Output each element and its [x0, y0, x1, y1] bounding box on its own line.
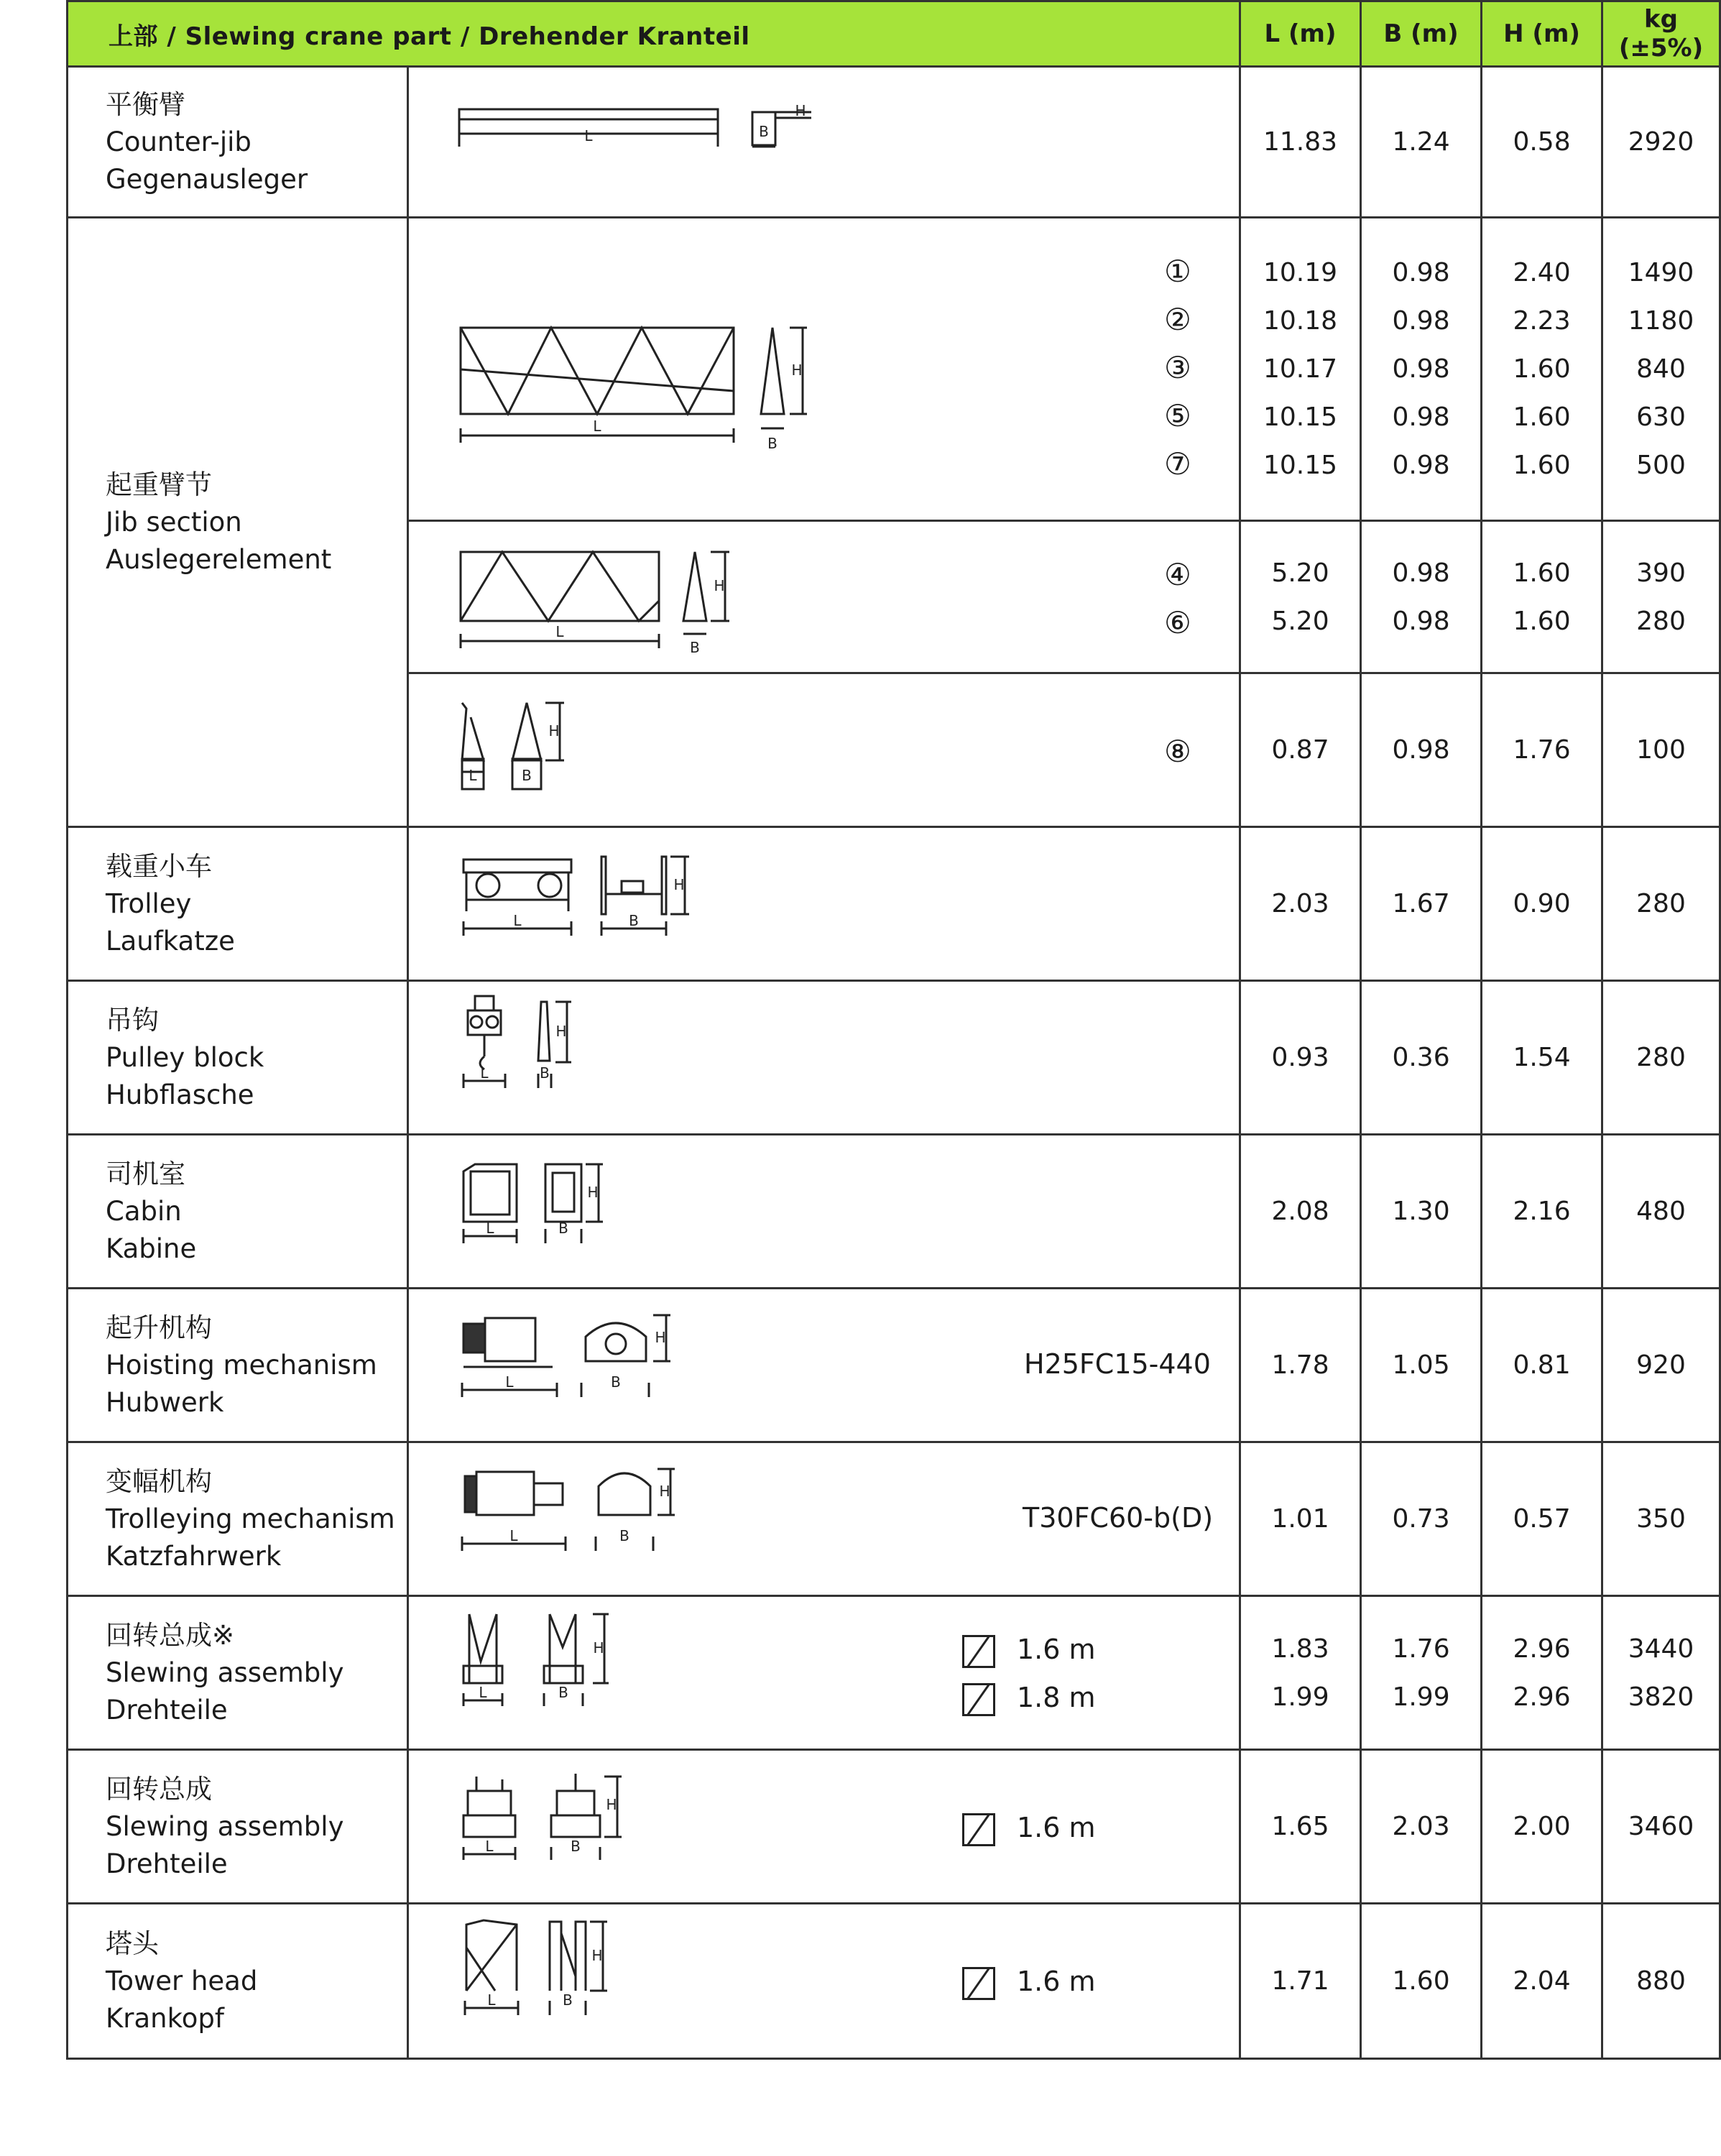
- svg-text:L: L: [593, 418, 601, 435]
- cell-l: 1.71: [1240, 1904, 1361, 2059]
- svg-text:L: L: [480, 1064, 489, 1082]
- svg-text:B: B: [759, 123, 769, 140]
- svg-text:H: H: [548, 722, 560, 740]
- svg-text:L: L: [469, 767, 477, 784]
- cell-l: 1.65: [1240, 1750, 1361, 1904]
- cell-l: 1.83 1.99: [1240, 1596, 1361, 1750]
- svg-text:B: B: [540, 1064, 550, 1082]
- header-row: [68, 1, 1720, 67]
- cell-kg: 390 280: [1602, 521, 1720, 673]
- cell-b: 2.03: [1361, 1750, 1482, 1904]
- svg-text:H: H: [606, 1796, 617, 1813]
- cell-kg: 920: [1602, 1289, 1720, 1442]
- svg-text:B: B: [522, 767, 532, 784]
- table-row-counter-jib: [68, 67, 1720, 218]
- section-mark-list: ④ ⑥: [1164, 557, 1191, 640]
- section-mark-list: ① ② ③ ⑤ ⑦: [1164, 254, 1191, 482]
- slewing-assembly-2-diagram: [409, 1751, 1241, 1904]
- cell-b: 0.98 0.98: [1361, 521, 1482, 673]
- trolleying-mechanism-drawing: [408, 1442, 1240, 1596]
- svg-text:B: B: [611, 1373, 621, 1391]
- part-name: 司机室 Cabin Kabine: [68, 1135, 408, 1289]
- part-name: 塔头 Tower head Krankopf: [68, 1904, 408, 2059]
- pulley-block-drawing: [408, 981, 1240, 1135]
- cell-h: 0.90: [1482, 827, 1602, 981]
- cell-l: 2.08: [1240, 1135, 1361, 1289]
- cell-h: 2.40 2.23 1.60 1.60 1.60: [1482, 218, 1602, 521]
- cell-h: 2.16: [1482, 1135, 1602, 1289]
- svg-text:L: L: [479, 1684, 487, 1701]
- svg-text:L: L: [513, 912, 522, 929]
- model-code: T30FC60-b(D): [1023, 1502, 1214, 1534]
- slewing-size-list: 1.6 m 1.8 m: [962, 1626, 1096, 1722]
- svg-text:B: B: [558, 1220, 568, 1237]
- cell-h: 2.04: [1482, 1904, 1602, 2059]
- svg-text:B: B: [558, 1684, 568, 1701]
- cell-kg: 880: [1602, 1904, 1720, 2059]
- svg-text:H: H: [587, 1184, 599, 1201]
- svg-text:H: H: [655, 1329, 666, 1346]
- tower-section-icon: [962, 1967, 995, 2000]
- tower-head-diagram: [409, 1904, 1241, 2060]
- table-row-trolleying-mechanism: [68, 1442, 1720, 1596]
- cell-h: 1.60 1.60: [1482, 521, 1602, 673]
- cell-h: 2.00: [1482, 1750, 1602, 1904]
- table-row-hoisting-mechanism: [68, 1289, 1720, 1442]
- svg-text:B: B: [563, 1991, 573, 2009]
- svg-text:L: L: [555, 623, 564, 640]
- cell-h: 1.76: [1482, 673, 1602, 827]
- cell-kg: 3440 3820: [1602, 1596, 1720, 1750]
- svg-text:B: B: [767, 435, 778, 452]
- part-name: 吊钩 Pulley block Hubflasche: [68, 981, 408, 1135]
- svg-text:L: L: [486, 1220, 494, 1237]
- cell-l: 10.19 10.18 10.17 10.15 10.15: [1240, 218, 1361, 521]
- col-header-height: H (m): [1482, 1, 1602, 67]
- svg-text:H: H: [659, 1483, 670, 1500]
- tower-head-drawing: [408, 1904, 1240, 2059]
- tower-head-size: 1.6 m: [962, 1958, 1096, 2006]
- jib-section-b-diagram: [409, 522, 1241, 674]
- part-name: 载重小车 Trolley Laufkatze: [68, 827, 408, 981]
- cell-b: 1.30: [1361, 1135, 1482, 1289]
- cell-l: 0.93: [1240, 981, 1361, 1135]
- col-header-length: L (m): [1240, 1, 1361, 67]
- svg-text:H: H: [714, 577, 725, 594]
- svg-text:L: L: [509, 1527, 518, 1544]
- jib-section-a-diagram: [409, 218, 1241, 522]
- cell-l: 2.03: [1240, 827, 1361, 981]
- cell-kg: 350: [1602, 1442, 1720, 1596]
- svg-text:L: L: [584, 127, 593, 144]
- cell-b: 0.36: [1361, 981, 1482, 1135]
- slewing-assembly-1-drawing: [408, 1596, 1240, 1750]
- svg-text:B: B: [571, 1838, 581, 1855]
- svg-text:H: H: [791, 361, 803, 379]
- svg-text:L: L: [487, 1991, 496, 2009]
- svg-text:H: H: [593, 1639, 604, 1657]
- svg-text:H: H: [673, 876, 685, 893]
- pulley-block-diagram: [409, 982, 1241, 1135]
- table-row-cabin: [68, 1135, 1720, 1289]
- cell-kg: 100: [1602, 673, 1720, 827]
- svg-text:H: H: [591, 1947, 603, 1964]
- svg-text:B: B: [629, 912, 639, 929]
- svg-text:L: L: [485, 1838, 494, 1855]
- cell-h: 0.81: [1482, 1289, 1602, 1442]
- cell-b: 1.67: [1361, 827, 1482, 981]
- cell-kg: 480: [1602, 1135, 1720, 1289]
- cell-l: 1.01: [1240, 1442, 1361, 1596]
- cell-b: 1.60: [1361, 1904, 1482, 2059]
- trolley-diagram: [409, 828, 1241, 982]
- cell-b: 1.76 1.99: [1361, 1596, 1482, 1750]
- cell-kg: 3460: [1602, 1750, 1720, 1904]
- part-name: 变幅机构 Trolleying mechanism Katzfahrwerk: [68, 1442, 408, 1596]
- jib-section-c-drawing: [408, 673, 1240, 827]
- table-row-trolley: [68, 827, 1720, 981]
- col-header-width: B (m): [1361, 1, 1482, 67]
- counter-jib-drawing: [408, 67, 1240, 218]
- svg-text:B: B: [690, 639, 700, 656]
- slewing-assembly-2-drawing: [408, 1750, 1240, 1904]
- svg-text:L: L: [505, 1373, 514, 1391]
- parts-table: [66, 0, 1721, 2060]
- table-row-tower-head: [68, 1904, 1720, 2059]
- table-row-jib-section-a: [68, 218, 1720, 521]
- part-name: 起重臂节 Jib section Auslegerelement: [68, 218, 408, 827]
- counter-jib-diagram: [409, 68, 1241, 218]
- cell-h: 1.54: [1482, 981, 1602, 1135]
- cell-kg: 280: [1602, 827, 1720, 981]
- jib-section-c-diagram: [409, 674, 1241, 828]
- cabin-drawing: [408, 1135, 1240, 1289]
- part-name: 平衡臂 Counter-jib Gegenausleger: [68, 67, 408, 218]
- part-name: 起升机构 Hoisting mechanism Hubwerk: [68, 1289, 408, 1442]
- table-row-slewing-assembly-1: [68, 1596, 1720, 1750]
- tower-section-icon: [962, 1683, 995, 1716]
- svg-text:H: H: [795, 102, 806, 119]
- cell-l: 11.83: [1240, 67, 1361, 218]
- tower-section-icon: [962, 1635, 995, 1668]
- cell-b: 0.98 0.98 0.98 0.98 0.98: [1361, 218, 1482, 521]
- cell-b: 0.73: [1361, 1442, 1482, 1596]
- cell-l: 5.20 5.20: [1240, 521, 1361, 673]
- jib-section-a-drawing: [408, 218, 1240, 521]
- slewing-size: 1.6 m: [962, 1804, 1096, 1852]
- cell-kg: 1490 1180 840 630 500: [1602, 218, 1720, 521]
- tower-section-icon: [962, 1813, 995, 1846]
- cell-b: 0.98: [1361, 673, 1482, 827]
- slewing-assembly-1-diagram: [409, 1597, 1241, 1751]
- cell-h: 0.57: [1482, 1442, 1602, 1596]
- hoisting-mechanism-drawing: [408, 1289, 1240, 1442]
- cell-h: 0.58: [1482, 67, 1602, 218]
- part-name: 回转总成 Slewing assembly Drehteile: [68, 1750, 408, 1904]
- cell-b: 1.24: [1361, 67, 1482, 218]
- cell-l: 1.78: [1240, 1289, 1361, 1442]
- table-row-pulley-block: [68, 981, 1720, 1135]
- trolley-drawing: [408, 827, 1240, 981]
- part-name: 回转总成※ Slewing assembly Drehteile: [68, 1596, 408, 1750]
- table-row-slewing-assembly-2: [68, 1750, 1720, 1904]
- cabin-diagram: [409, 1135, 1241, 1289]
- model-code: H25FC15-440: [1024, 1348, 1211, 1380]
- col-header-weight: kg (±5%): [1602, 1, 1720, 67]
- cell-h: 2.96 2.96: [1482, 1596, 1602, 1750]
- cell-kg: 2920: [1602, 67, 1720, 218]
- table-title: 上部 / Slewing crane part / Drehender Kranteil: [68, 1, 1240, 67]
- cell-l: 0.87: [1240, 673, 1361, 827]
- cell-kg: 280: [1602, 981, 1720, 1135]
- jib-section-b-drawing: [408, 521, 1240, 673]
- cell-b: 1.05: [1361, 1289, 1482, 1442]
- svg-text:H: H: [555, 1023, 567, 1040]
- section-mark: ⑧: [1164, 734, 1191, 769]
- svg-text:B: B: [619, 1527, 629, 1544]
- parts-sheet: [66, 0, 1719, 2060]
